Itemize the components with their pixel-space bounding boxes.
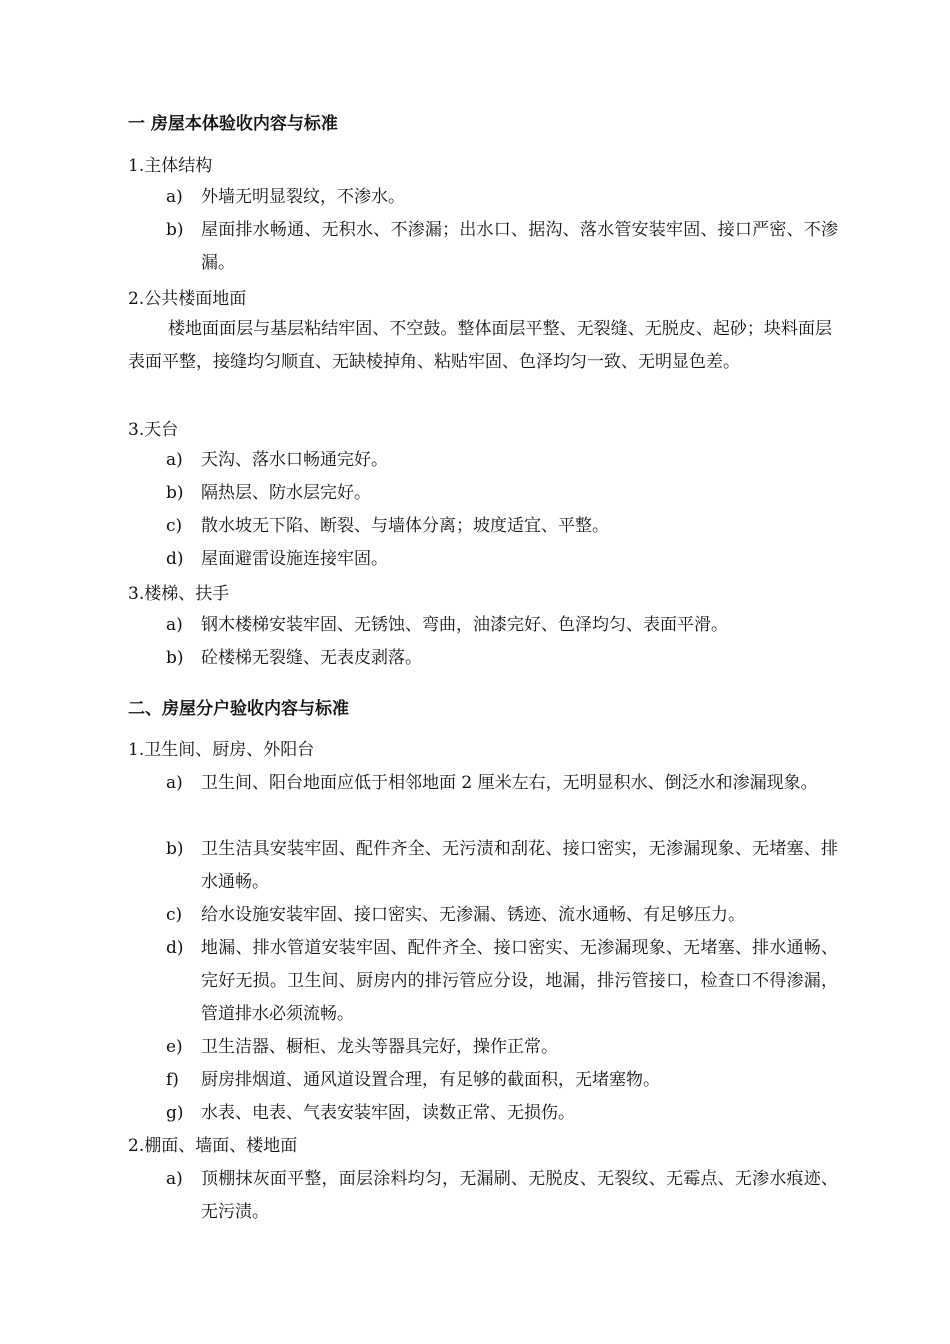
list-text: 厨房排烟道、通风道设置合理，有足够的截面积，无堵塞物。 — [201, 1070, 660, 1090]
subsection-ceiling-wall-floor: 2.棚面、墙面、楼地面 — [128, 1136, 298, 1156]
subsection-stairs: 3.楼梯、扶手 — [128, 584, 230, 604]
list-item — [128, 444, 838, 477]
list-marker: a) — [166, 1169, 183, 1189]
list-text: 卫生洁具安装牢固、配件齐全、无污渍和刮花、接口密实，无渗漏现象、无堵塞、排水通畅。 — [201, 839, 838, 892]
subsection-public-floor: 2.公共楼面地面 — [128, 289, 247, 309]
list-marker: b) — [166, 220, 184, 240]
list-text: 给水设施安装牢固、接口密实、无渗漏、锈迹、流水通畅、有足够压力。 — [201, 905, 745, 925]
list-text: 砼楼梯无裂缝、无表皮剥落。 — [201, 648, 422, 668]
list-item — [128, 899, 838, 932]
list-item — [128, 609, 838, 642]
list-text: 卫生间、阳台地面应低于相邻地面 2 厘米左右，无明显积水、倒泛水和渗漏现象。 — [201, 773, 818, 793]
list-marker: a) — [166, 450, 183, 470]
list-item — [128, 1031, 838, 1064]
section-2-heading: 二、房屋分户验收内容与标准 — [128, 699, 349, 719]
list-marker: d) — [166, 938, 184, 958]
list-item — [128, 510, 838, 543]
list-text: 屋面避雷设施连接牢固。 — [201, 549, 388, 569]
list-marker: a) — [166, 187, 183, 207]
list-item — [128, 767, 838, 800]
list-item — [128, 477, 838, 510]
list-item — [128, 181, 838, 214]
subsection-bathroom-kitchen: 1.卫生间、厨房、外阳台 — [128, 740, 315, 760]
list-item — [128, 932, 838, 1031]
list-text: 水表、电表、气表安装牢固，读数正常、无损伤。 — [201, 1103, 575, 1123]
list-marker: b) — [166, 483, 184, 503]
list-marker: b) — [166, 839, 184, 859]
list-marker: f) — [166, 1070, 179, 1090]
list-item — [128, 1097, 838, 1130]
list-text: 天沟、落水口畅通完好。 — [201, 450, 388, 470]
list-item — [128, 1064, 838, 1097]
list-marker: a) — [166, 773, 183, 793]
list-marker: a) — [166, 615, 183, 635]
list-marker: g) — [166, 1103, 184, 1123]
list-text: 顶棚抹灰面平整，面层涂料均匀，无漏刷、无脱皮、无裂纹、无霉点、无渗水痕迹、无污渍。 — [201, 1169, 838, 1222]
subsection-main-structure: 1.主体结构 — [128, 156, 213, 176]
list-marker: b) — [166, 648, 184, 668]
list-text: 外墙无明显裂纹，不渗水。 — [201, 187, 405, 207]
list-marker: c) — [166, 516, 183, 536]
list-text: 地漏、排水管道安装牢固、配件齐全、接口密实、无渗漏现象、无堵塞、排水通畅、完好无损。卫生间、厨房内的排污管应分设，地漏，排污管接口，检查口不得渗漏，管道排水必须流畅。 — [201, 938, 838, 1024]
subsection-rooftop: 3.天台 — [128, 420, 179, 440]
paragraph: 楼地面面层与基层粘结牢固、不空鼓。整体面层平整、无裂缝、无脱皮、起砂；块料面层表面平整，接缝均匀顺直、无缺棱掉角、粘贴牢固、色泽均匀一致、无明显色差。 — [128, 319, 832, 372]
list-item — [128, 214, 838, 280]
list-marker: e) — [166, 1037, 183, 1057]
list-text: 卫生洁器、橱柜、龙头等器具完好，操作正常。 — [201, 1037, 558, 1057]
list-item — [128, 543, 838, 576]
list-marker: d) — [166, 549, 184, 569]
section-1-heading: 一 房屋本体验收内容与标准 — [128, 114, 338, 134]
list-text: 隔热层、防水层完好。 — [201, 483, 371, 503]
list-marker: c) — [166, 905, 183, 925]
list-text: 屋面排水畅通、无积水、不渗漏；出水口、据沟、落水管安装牢固、接口严密、不渗漏。 — [201, 220, 838, 273]
list-item — [128, 642, 838, 675]
list-item — [128, 833, 838, 899]
list-item — [128, 1163, 838, 1229]
list-text: 散水坡无下陷、断裂、与墙体分离；坡度适宜、平整。 — [201, 516, 609, 536]
list-text: 钢木楼梯安装牢固、无锈蚀、弯曲，油漆完好、色泽均匀、表面平滑。 — [201, 615, 728, 635]
